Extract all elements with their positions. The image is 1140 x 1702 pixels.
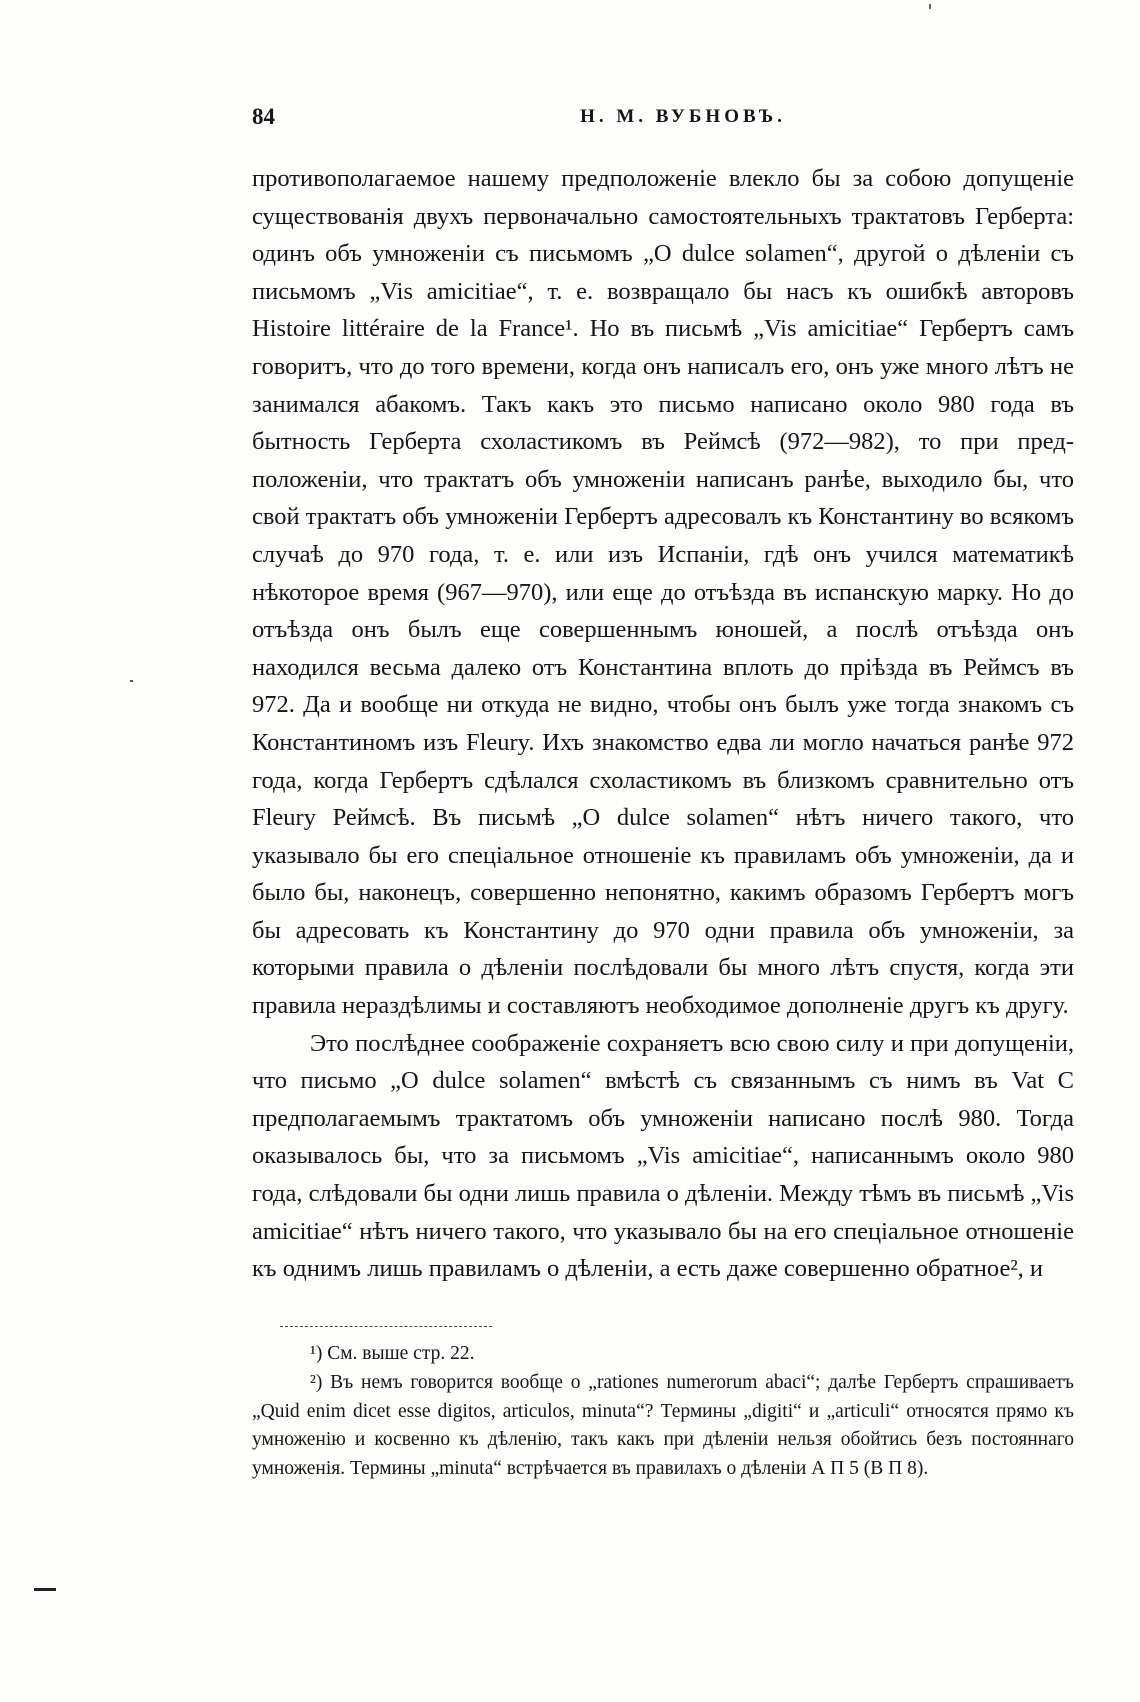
scan-mark [130,680,133,682]
footnote-2: ²) Въ немъ говорится вообще о „rationes numerorum abaci“; далѣе Гербертъ спрашиваетъ „Quid enim dicet esse digitos, articulos, minuta“? Термины „digiti“ и „articuli“ относятся прямо къ умноженію и косвенно къ дѣленію, такъ какъ при дѣленіи нельзя обойтись безъ постояннаго умноженія. Термины „minuta“ встрѣчается въ правилахъ о дѣленіи А П 5 (В П 8). [252,1371,1074,1480]
page-number: 84 [252,104,275,129]
paragraph: противополагаемое нашему предположеніе влекло бы за собою допущеніе существованія двухъ первоначально самостоятельныхъ трактатовъ Герберта: одинъ объ умноженіи съ письмомъ „O dulce solamen“, другой о дѣленіи съ письмомъ „Vis amicitiae“, т. е. возвращало бы насъ къ ошибкѣ авторовъ Histoire littéraire de la France¹. Но въ письмѣ „Vis amicitiae“ Гербертъ самъ говоритъ, что до того времени, когда онъ написалъ его, онъ уже много лѣтъ не занимался абакомъ. Такъ какъ это письмо написано около 980 года въ бытность Герберта схоластикомъ въ Реймсѣ (972—982), то при предположеніи, что трактатъ объ умноженіи написанъ ранѣе, выходило бы, что свой трактатъ объ умноженіи Гербертъ адресовалъ къ Константину во всякомъ случаѣ до 970 года, т. е. или изъ Испаніи, гдѣ онъ учился математикѣ нѣкоторое время (967—970), или еще до отъѣзда въ испанскую марку. Но до отъѣзда онъ былъ еще совершеннымъ юношей, а послѣ отъѣзда онъ находился весьма далеко отъ Константина вплоть до пріѣзда въ Реймсъ въ 972. Да и вообще ни откуда не видно, чтобы онъ былъ уже тогда знакомъ съ Константиномъ изъ Fleury. Ихъ знакомство едва ли могло начаться ранѣе 972 года, когда Гербертъ сдѣлался схоластикомъ въ близкомъ сравнительно отъ Fleury Реймсѣ. Въ письмѣ „O dulce solamen“ нѣтъ ничего такого, что указывало бы его спеціальное отношеніе къ правиламъ объ умноженіи, да и было бы, наконецъ, совершенно непонятно, какимъ образомъ Гербертъ могъ бы адресовать къ Константину до 970 одни правила объ умноженіи, за которыми правила о дѣленіи послѣдовали бы много лѣтъ спустя, когда эти правила нераздѣлимы и составляютъ необходимое дополненіе другъ къ другу. [252,165,1074,1020]
scan-mark [929,4,931,9]
footnote-divider [280,1326,492,1327]
running-head [252,104,1074,140]
running-head-title: Н. М. ВУБНОВЪ. [580,106,786,127]
paragraph: Это послѣднее соображеніе сохраняетъ всю свою силу и при допущеніи, что письмо „O dulce solamen“ вмѣстѣ съ связаннымъ съ нимъ въ Vat C предполагаемымъ трактатомъ объ умноженіи написано послѣ 980. Тогда оказывалось бы, что за письмомъ „Vis amicitiae“, написаннымъ около 980 года, слѣдовали бы одни лишь правила о дѣленіи. Между тѣмъ въ письмѣ „Vis amicitiae“ нѣтъ ничего такого, что указывало бы на его спеціальное отношеніе къ однимъ лишь правиламъ о дѣленіи, а есть даже совершенно обратное², и [252,1029,1074,1283]
scan-mark [34,1588,56,1591]
footnote-1: ¹) См. выше стр. 22. [310,1343,475,1364]
main-text [252,160,1074,1288]
footnotes [252,1340,1074,1484]
